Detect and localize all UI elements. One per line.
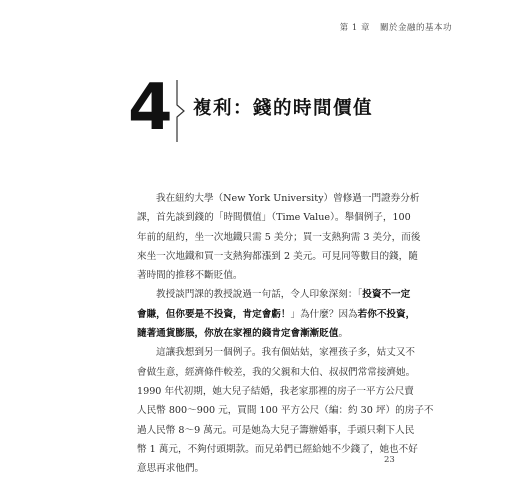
header-title: 關於金融的基本功 [379, 23, 452, 33]
paragraph-1-line-1: 我在紐約大學（New York University）曾修過一門證券分析 [156, 193, 420, 204]
paragraph-2-text: 」為什麼？因為 [290, 308, 358, 320]
paragraph-2-emphasis: 投資不一定 [362, 289, 411, 301]
paragraph-1-line-4: 來坐一次地鐵和買一支熱狗都漲到 2 美元。可見同等數目的錢，隨 [137, 250, 418, 262]
paragraph-2-line-2 [137, 305, 416, 324]
paragraph-3-line-7: 意思再求他們。 [137, 463, 205, 475]
paragraph-3-line-3: 1990 年代初期，她大兒子結婚，我老家那裡的房子一平方公尺賣 [137, 385, 414, 397]
paragraph-3-line-6: 幣 1 萬元，不夠付頭期款。而兄弟們已經給她不少錢了，她也不好 [137, 443, 418, 455]
paragraph-3-line-1: 這讓我想到另一個例子。我有個姑姑，家裡孩子多，姑丈又不 [156, 347, 416, 359]
section-title: 複利：錢的時間價值 [193, 98, 374, 119]
paragraph-2-line-3 [137, 324, 399, 343]
paragraph-2-line-1 [137, 285, 411, 304]
header-chapter: 第 1 章 [339, 23, 370, 33]
page-number: 23 [384, 455, 395, 465]
paragraph-2-emphasis: 隨著通貨膨脹，你放在家裡的錢肯定會漸漸貶值 [137, 328, 339, 340]
running-header [340, 21, 452, 33]
paragraph-1-line-2: 課，首先談到錢的「時間價值」（Time Value）。舉個例子，100 [137, 212, 411, 224]
paragraph-3-line-5: 過人民幣 8～9 萬元。可是她為大兒子籌辦婚事，手頭只剩下人民 [137, 424, 415, 436]
chevron-divider-icon [175, 80, 187, 142]
section-number: 4 [128, 71, 173, 145]
paragraph-3-line-2: 會做生意，經濟條件較差，我的父親和大伯、叔叔們常常接濟她。 [137, 366, 416, 378]
body-text [137, 189, 434, 478]
paragraph-2-text: 教授談門課的教授說過一句話，令人印象深刻：「 [156, 289, 363, 301]
paragraph-2-text: 。 [338, 328, 349, 340]
paragraph-1-line-5: 著時間的推移不斷貶值。 [137, 270, 243, 282]
paragraph-2-emphasis: 會賺，但你要是不投資，肯定會虧！ [137, 308, 291, 320]
paragraph-2-emphasis: 若你不投資， [357, 308, 416, 320]
paragraph-3-line-4: 人民幣 800～900 元，買間 100 平方公尺（編：約 30 坪）的房子不 [137, 405, 434, 417]
paragraph-1-line-3: 年前的紐約，坐一次地鐵只需 5 美分；買一支熱狗需 3 美分，而後 [137, 231, 421, 243]
